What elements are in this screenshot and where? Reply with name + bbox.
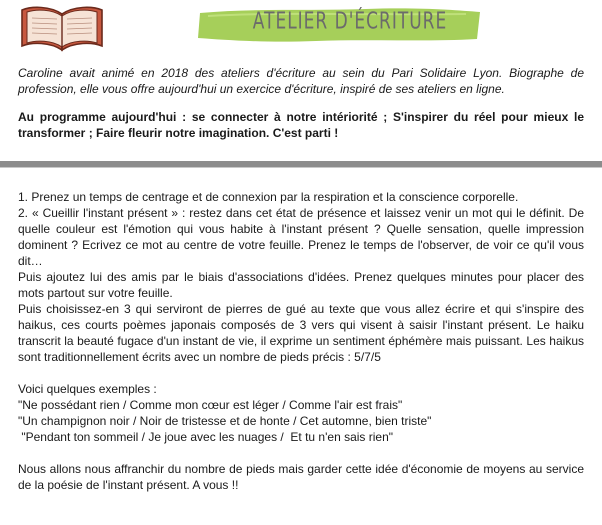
step-3: Puis ajoutez lui des amis par le biais d'associations d'idées. Prenez quelques minutes pour placer des mots partout sur votre feuille. <box>18 270 584 300</box>
exercise-body <box>18 189 584 493</box>
intro-text <box>18 66 584 97</box>
haiku-example: "Un champignon noir / Noir de tristesse et de honte / Cet automne, bien triste" <box>18 414 432 428</box>
author-bio: Caroline avait animé en 2018 des ateliers d'écriture au sein du Pari Solidaire Lyon. Biographe de profession, elle vous offre aujourd'hui un exercice d'écriture, inspiré de ses ateliers en ligne. <box>18 66 584 96</box>
haiku-example: "Ne possédant rien / Comme mon cœur est léger / Comme l'air est frais" <box>18 398 403 412</box>
closing-text: Nous allons nous affranchir du nombre de pieds mais garder cette idée d'économie de moyens au service de la poésie de l'instant présent. A vous !! <box>18 462 584 492</box>
spacer <box>18 445 584 461</box>
section-divider-shadow <box>0 167 602 168</box>
programme-text: Au programme aujourd'hui : se connecter à notre intériorité ; S'inspirer du réel pour mieux le transformer ; Faire fleurir notre imagination. C'est parti ! <box>18 110 584 140</box>
examples-intro: Voici quelques exemples : <box>18 382 157 396</box>
step-2: 2. « Cueillir l'instant présent » : restez dans cet état de présence et laissez venir un mot qui le définit. De quelle couleur est l'émotion qui vous habite à l'instant présent ? Quelle sensation, quelle impression dominent ? Ecrivez ce mot au centre de votre feuille. Prenez le temps de l'observer, de voir ce qu'il vous dit… <box>18 206 584 268</box>
page-title: ATELIER D'ÉCRITURE <box>252 8 448 35</box>
spacer <box>18 365 584 381</box>
step-1: 1. Prenez un temps de centrage et de connexion par la respiration et la conscience corporelle. <box>18 190 519 204</box>
haiku-example: "Pendant ton sommeil / Je joue avec les nuages / Et tu n'en sais rien" <box>18 430 394 444</box>
open-book-icon <box>16 2 108 52</box>
step-4: Puis choisissez-en 3 qui serviront de pierres de gué au texte que vous allez écrire et qui s'inspire des haikus, ces courts poèmes japonais composés de 3 vers qui visent à saisir l'instant présent. Le haiku transcrit la beauté fugace d'un instant de vie, il exprime un sentiment éphémère mais puissant. Les haikus sont traditionnellement écrits avec un nombre de pieds précis : 5/7/5 <box>18 302 584 364</box>
